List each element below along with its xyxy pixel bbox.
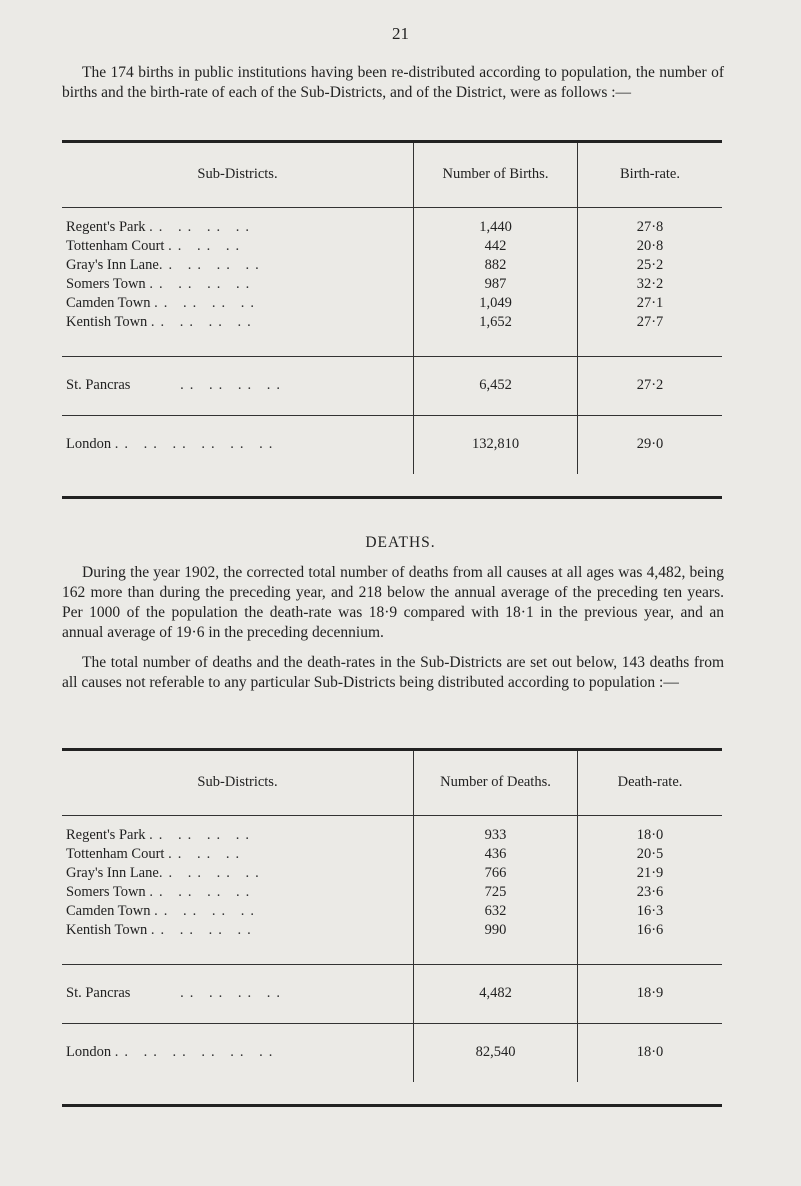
deaths-table <box>62 751 722 1082</box>
row-name: Somers Town <box>66 275 146 292</box>
table-row: Somers Town .. .. .. .. 987 32·2 <box>62 275 722 294</box>
table-row: Regent's Park .. .. .. .. 933 18·0 <box>62 826 722 845</box>
row-rate: 20·8 <box>578 237 723 256</box>
table-row: Kentish Town .. .. .. .. 1,652 27·7 <box>62 313 722 332</box>
table-row: Somers Town .. .. .. .. 725 23·6 <box>62 883 722 902</box>
district-rate: 27·2 <box>578 356 723 415</box>
births-table-bottom-rule <box>62 496 722 499</box>
row-count: 1,652 <box>414 313 578 332</box>
table-row: Tottenham Court .. .. .. 436 20·5 <box>62 845 722 864</box>
deaths-paragraphs <box>62 563 724 693</box>
row-rate: 27·1 <box>578 294 723 313</box>
births-header-number: Number of Births. <box>414 143 578 207</box>
district-row: St. Pancras .. .. .. .. 4,482 18·9 <box>62 964 722 1023</box>
london-name: London <box>66 1044 112 1060</box>
district-rate: 18·9 <box>578 964 723 1023</box>
table-row: Camden Town .. .. .. .. 632 16·3 <box>62 902 722 921</box>
deaths-paragraph-1: During the year 1902, the corrected total number of deaths from all causes at all ages was 4,482, being 162 more than during the preceding year, and 218 below the annual average of the preceding ten years. Per 1000 of the population the death-rate was 18·9 compared with 18·1 in the previous year, and an annual average of 19·6 in the preceding decennium. <box>62 564 724 641</box>
table-row: Camden Town .. .. .. .. 1,049 27·1 <box>62 294 722 313</box>
deaths-table-bottom-rule <box>62 1104 722 1107</box>
row-count: 766 <box>414 864 578 883</box>
district-row: St. Pancras .. .. .. .. 6,452 27·2 <box>62 356 722 415</box>
intro-paragraph <box>62 63 724 103</box>
deaths-header-rate: Death-rate. <box>578 751 723 815</box>
london-row: London .. .. .. .. .. .. 132,810 29·0 <box>62 415 722 474</box>
row-count: 1,049 <box>414 294 578 313</box>
row-rate: 18·0 <box>578 826 723 845</box>
row-rate: 16·3 <box>578 902 723 921</box>
row-count: 933 <box>414 826 578 845</box>
births-header-rate: Birth-rate. <box>578 143 723 207</box>
row-name: Tottenham Court <box>66 845 165 862</box>
row-name: Camden Town <box>66 294 151 311</box>
row-name: Gray's Inn Lane <box>66 256 159 273</box>
deaths-header-subdistricts: Sub-Districts. <box>62 751 414 815</box>
births-table <box>62 143 722 474</box>
row-count: 987 <box>414 275 578 294</box>
london-rate: 18·0 <box>578 1023 723 1082</box>
london-name: London <box>66 436 112 452</box>
row-count: 632 <box>414 902 578 921</box>
births-header-subdistricts: Sub-Districts. <box>62 143 414 207</box>
table-row: Gray's Inn Lane.. .. .. .. 766 21·9 <box>62 864 722 883</box>
london-count: 132,810 <box>414 415 578 474</box>
row-count: 1,440 <box>414 218 578 237</box>
row-rate: 23·6 <box>578 883 723 902</box>
row-rate: 27·7 <box>578 313 723 332</box>
row-rate: 32·2 <box>578 275 723 294</box>
district-count: 6,452 <box>414 356 578 415</box>
row-name: Gray's Inn Lane <box>66 864 159 881</box>
deaths-header-number: Number of Deaths. <box>414 751 578 815</box>
page-number: 21 <box>392 24 409 43</box>
table-row: Regent's Park .. .. .. .. 1,440 27·8 <box>62 218 722 237</box>
row-count: 990 <box>414 921 578 940</box>
row-name: Regent's Park <box>66 826 146 843</box>
row-name: Kentish Town <box>66 313 148 330</box>
row-name: Camden Town <box>66 902 151 919</box>
row-name: Regent's Park <box>66 218 146 235</box>
deaths-paragraph-2: The total number of deaths and the death-rates in the Sub-Districts are set out below, 143 deaths from all causes not referable to any particular Sub-Districts being distributed according to population :— <box>62 654 724 691</box>
district-count: 4,482 <box>414 964 578 1023</box>
table-row: Kentish Town .. .. .. .. 990 16·6 <box>62 921 722 940</box>
row-name: Tottenham Court <box>66 237 165 254</box>
row-count: 725 <box>414 883 578 902</box>
deaths-heading: DEATHS. <box>365 534 436 551</box>
row-name: Kentish Town <box>66 921 148 938</box>
london-rate: 29·0 <box>578 415 723 474</box>
row-count: 436 <box>414 845 578 864</box>
london-row: London .. .. .. .. .. .. 82,540 18·0 <box>62 1023 722 1082</box>
row-rate: 27·8 <box>578 218 723 237</box>
row-count: 882 <box>414 256 578 275</box>
table-row: Gray's Inn Lane.. .. .. .. 882 25·2 <box>62 256 722 275</box>
row-rate: 16·6 <box>578 921 723 940</box>
row-rate: 20·5 <box>578 845 723 864</box>
row-rate: 21·9 <box>578 864 723 883</box>
london-count: 82,540 <box>414 1023 578 1082</box>
table-row: Tottenham Court .. .. .. 442 20·8 <box>62 237 722 256</box>
district-name: St. Pancras <box>66 985 131 1001</box>
row-name: Somers Town <box>66 883 146 900</box>
intro-text: The 174 births in public institutions having been re-distributed according to population, the number of births and the birth-rate of each of the Sub-Districts, and of the District, were as follows :— <box>62 64 724 101</box>
row-count: 442 <box>414 237 578 256</box>
district-name: St. Pancras <box>66 377 131 393</box>
row-rate: 25·2 <box>578 256 723 275</box>
